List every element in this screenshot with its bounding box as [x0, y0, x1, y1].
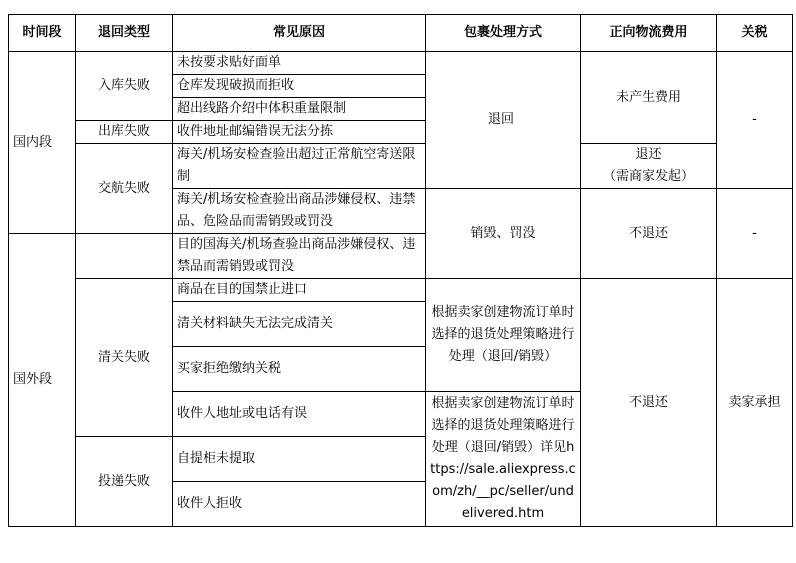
return-policy-table	[8, 14, 793, 527]
header-row	[9, 15, 793, 52]
header-shipping-fee: 正向物流费用	[581, 15, 717, 52]
header-return-type: 退回类型	[76, 15, 173, 52]
reason-cell: 仓库发现破损而拒收	[173, 75, 426, 98]
duty-none-2: -	[717, 189, 793, 279]
return-type-empty	[76, 234, 173, 279]
header-handling: 包裹处理方式	[426, 15, 581, 52]
handling-policy-detail: 根据卖家创建物流订单时选择的退货处理策略进行处理（退回/销毁）详见https://sale.aliexpress.com/zh/__pc/seller/undelivered.htm	[426, 392, 581, 527]
fee-no-refund-1: 不退还	[581, 189, 717, 279]
reason-cell: 收件人地址或电话有误	[173, 392, 426, 437]
fee-no-refund-2: 不退还	[581, 279, 717, 527]
reason-cell: 收件人拒收	[173, 482, 426, 527]
table-row	[9, 52, 793, 75]
return-type-delivery: 投递失败	[76, 437, 173, 527]
table-row	[9, 279, 793, 302]
reason-cell: 买家拒绝缴纳关税	[173, 347, 426, 392]
return-type-inbound: 入库失败	[76, 52, 173, 121]
segment-overseas: 国外段	[9, 234, 76, 527]
reason-cell: 目的国海关/机场查验出商品涉嫌侵权、违禁品而需销毁或罚没	[173, 234, 426, 279]
return-type-handover: 交航失败	[76, 144, 173, 234]
reason-cell: 清关材料缺失无法完成清关	[173, 302, 426, 347]
handling-destroy: 销毁、罚没	[426, 189, 581, 279]
duty-none-1: -	[717, 52, 793, 189]
return-type-clearance: 清关失败	[76, 279, 173, 437]
duty-seller-bears: 卖家承担	[717, 279, 793, 527]
fee-not-incurred: 未产生费用	[581, 52, 717, 144]
header-common-reason: 常见原因	[173, 15, 426, 52]
header-time-segment: 时间段	[9, 15, 76, 52]
header-duty: 关税	[717, 15, 793, 52]
handling-return: 退回	[426, 52, 581, 189]
fee-refund-line2: （需商家发起）	[602, 169, 694, 184]
table-row	[9, 144, 793, 189]
reason-cell: 海关/机场安检查验出商品涉嫌侵权、违禁品、危险品而需销毁或罚没	[173, 189, 426, 234]
reason-cell: 超出线路介绍中体积重量限制	[173, 98, 426, 121]
return-type-outbound: 出库失败	[76, 121, 173, 144]
reason-cell: 商品在目的国禁止进口	[173, 279, 426, 302]
reason-cell: 自提柜未提取	[173, 437, 426, 482]
reason-cell: 未按要求贴好面单	[173, 52, 426, 75]
handling-policy: 根据卖家创建物流订单时选择的退货处理策略进行处理（退回/销毁）	[426, 279, 581, 392]
segment-domestic: 国内段	[9, 52, 76, 234]
reason-cell: 海关/机场安检查验出超过正常航空寄送限制	[173, 144, 426, 189]
reason-cell: 收件地址邮编错误无法分拣	[173, 121, 426, 144]
fee-refund-line1: 退还	[635, 147, 662, 162]
fee-refund	[581, 144, 717, 189]
